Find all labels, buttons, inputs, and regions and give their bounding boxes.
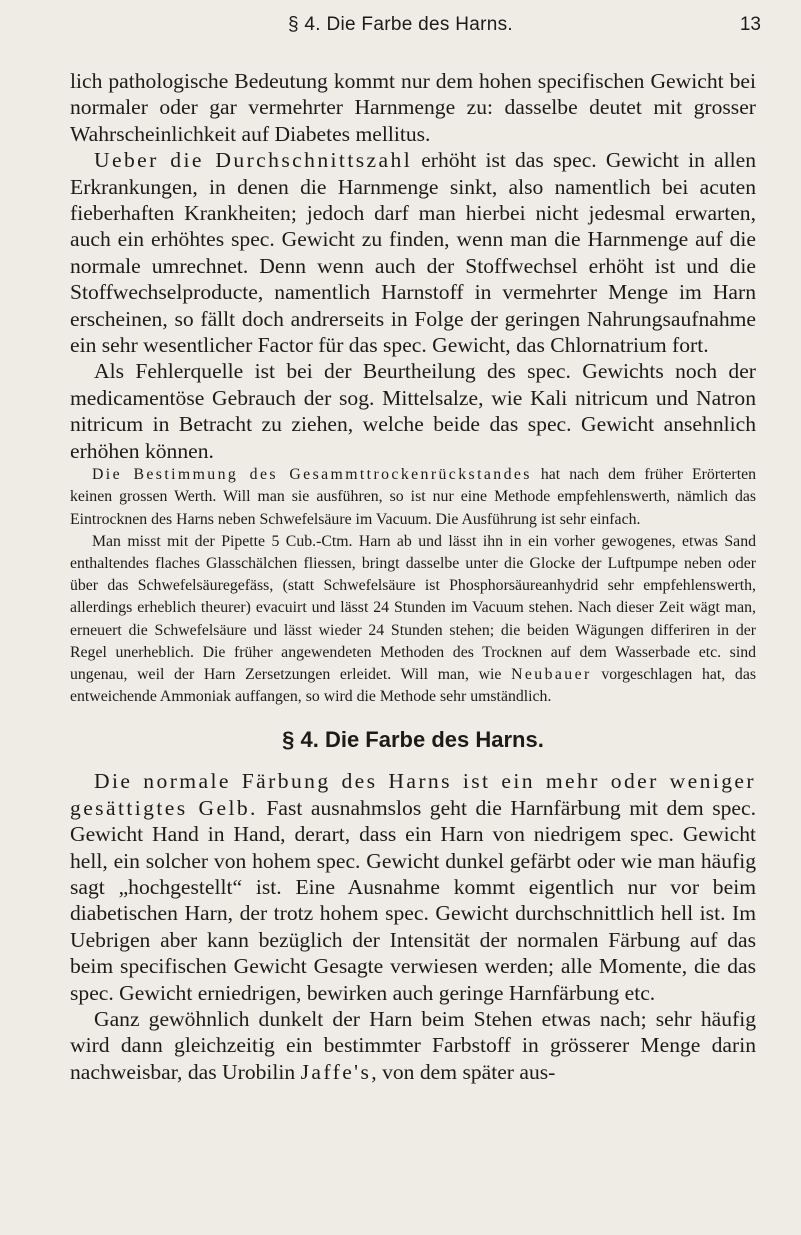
author-name: Neubauer <box>511 665 592 683</box>
spaced-emphasis: Ueber die Durchschnittszahl <box>94 148 413 173</box>
small-paragraph-residue <box>70 464 756 531</box>
page-number: 13 <box>739 14 761 35</box>
paragraph-text: erhöht ist das spec. Gewicht in allen Erkrankungen, in denen die Harnmenge sinkt, also namentlich bei acuten fieberhaften Krankheiten; jedoch darf man hierbei nicht jedesmal erwarten, auch ein erhöhtes spec. Gewicht zu finden, wenn man die Harnmenge auf die normale umrechnet. Denn wenn auch der Stoffwechsel erhöht ist und die Stoffwechselproducte, namentlich Harnstoff in vermehrter Menge im Harn erscheinen, so fällt doch andrerseits in Folge der geringen Nahrungsaufnahme ein sehr wesentlicher Factor für das spec. Gewicht, das Chlornatrium fort. <box>70 148 756 358</box>
small-paragraph-method <box>70 531 756 709</box>
paragraph-text: , von dem später aus- <box>371 1059 556 1084</box>
paragraph-error-source <box>70 358 756 464</box>
spaced-emphasis: Die Bestimmung des Gesammttrockenrückstandes <box>92 466 532 484</box>
section-heading: § 4. Die Farbe des Harns. <box>282 727 544 753</box>
paragraph-text: Man misst mit der Pipette 5 Cub.-Ctm. Harn ab und lässt ihn in ein vorher gewogenes, etwas Sand enthaltendes flaches Glasschälchen fliessen, bringt dasselbe unter die Glocke der Luftpumpe neben oder über das Schwefelsäuregefäss, (statt Schwefelsäure ist Phosphorsäureanhydrid sehr empfehlenswerth, allerdings erheblich theurer) evacuirt und lässt 24 Stunden im Vacuum stehen. Nach dieser Zeit wägt man, erneuert die Schwefelsäure und lässt wieder 24 Stunden stehen; die beiden Wägungen differiren in der Regel unerheblich. Die früher angewendeten Methoden des Trocknen auf dem Wasserbade etc. sind ungenau, weil der Harn Zersetzungen erleidet. Will man, wie <box>70 532 756 683</box>
paragraph-average <box>70 147 756 358</box>
paragraph-normal-color <box>70 768 756 1006</box>
paragraph-text: Fast ausnahmslos geht die Harnfärbung mit dem spec. Gewicht Hand in Hand, derart, dass ein Harn von niedrigem spec. Gewicht hell, ein solcher von hohem spec. Gewicht dunkel gefärbt oder wie man häufig sagt „hochgestellt“ ist. Eine Ausnahme kommt eigentlich nur vor beim diabetischen Harn, der trotz hohem spec. Gewicht durchschnittlich hell ist. Im Uebrigen aber kann bezüglich der Intensität der normalen Färbung auf das beim specifischen Gewicht Gesagte verwiesen werden; alle Momente, die das spec. Gewicht erniedrigen, bewirken auch geringe Harnfärbung etc. <box>70 795 756 1005</box>
author-name: Jaffe's <box>300 1059 372 1084</box>
running-head-title: § 4. Die Farbe des Harns. <box>287 14 514 35</box>
paragraph-text: lich pathologische Bedeutung kommt nur dem hohen specifischen Gewicht bei normaler oder gar vermehrter Harnmenge zu: dasselbe deutet mit grosser Wahrscheinlichkeit auf Diabetes mellitus. <box>70 69 756 146</box>
paragraph-darkening <box>70 1006 756 1085</box>
paragraph-text: vorgeschlagen hat, das entweichende Ammoniak auffangen, so wird die Methode sehr umständlich. <box>70 665 756 706</box>
paragraph-continuation <box>70 68 756 147</box>
paragraph-text: Ganz gewöhnlich dunkelt der Harn beim Stehen etwas nach; sehr häufig wird dann gleichzeitig ein bestimmter Farbstoff in grösserer Menge darin nachweisbar, das Urobilin <box>70 1006 756 1084</box>
paragraph-text: hat nach dem früher Erörterten keinen grossen Werth. Will man sie ausführen, so ist nur eine Methode empfehlenswerth, nämlich das Eintrocknen des Harns neben Schwefelsäure im Vacuum. Die Ausführung ist sehr einfach. <box>70 466 756 528</box>
running-head <box>0 14 801 44</box>
spaced-emphasis: Die normale Färbung des Harns ist ein mehr oder weniger gesättigtes Gelb. <box>70 769 756 820</box>
body-text <box>70 68 756 1085</box>
paragraph-text: Als Fehlerquelle ist bei der Beurtheilung des spec. Gewichts noch der medicamentöse Gebrauch der sog. Mittelsalze, wie Kali nitricum und Natron nitricum in Betracht zu ziehen, welche beide das spec. Gewicht ansehnlich erhöhen können. <box>70 359 756 463</box>
